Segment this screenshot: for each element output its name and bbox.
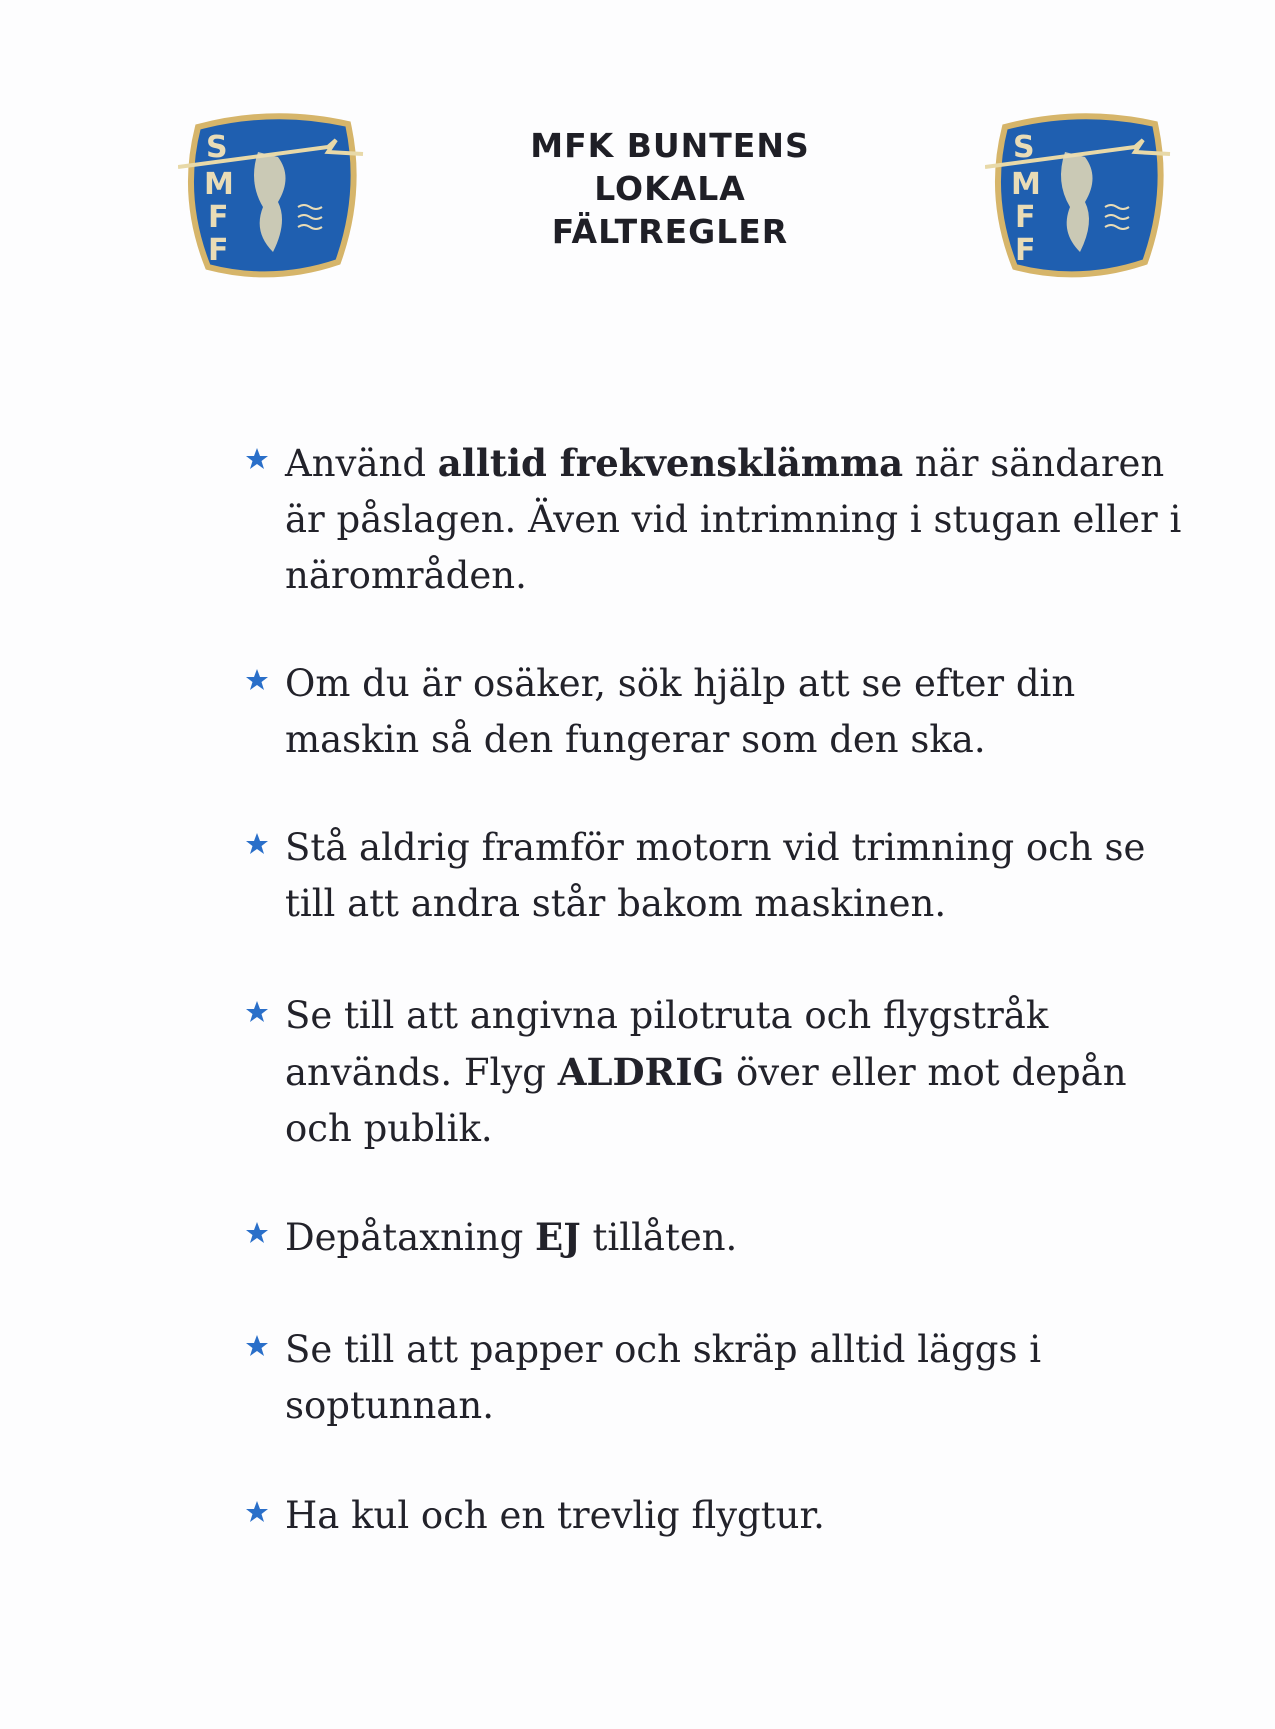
svg-text:S: S (1013, 130, 1035, 165)
rule-text: när sändaren är påslagen. Även vid intrimning i stugan eller i närområden. (285, 442, 1182, 597)
rule-text: tillåten. (580, 1216, 738, 1259)
rules-list (245, 435, 1185, 1598)
rule-text: Se till att papper och skräp alltid läggs i soptunnan. (285, 1328, 1042, 1427)
rule-text: Om du är osäker, sök hjälp att se efter din maskin så den fungerar som den ska. (285, 662, 1076, 761)
title-line-3: FÄLTREGLER (551, 212, 789, 251)
page-title (420, 124, 920, 253)
svg-text:M: M (204, 167, 234, 202)
rule-item (245, 820, 1185, 932)
rule-text: Använd (285, 442, 438, 485)
star-icon (245, 1500, 269, 1524)
smff-logo-icon (985, 112, 1175, 282)
smff-logo-icon (178, 112, 368, 282)
rule-text-bold: alltid frekvensklämma (437, 441, 904, 485)
svg-text:S: S (206, 130, 228, 165)
rule-text-bold: ALDRIG (557, 1050, 725, 1094)
title-line-1: MFK BUNTENS (530, 126, 810, 165)
rule-item (245, 1209, 1185, 1266)
rule-item (245, 1488, 1185, 1544)
rule-text: Ha kul och en trevlig flygtur. (285, 1494, 825, 1537)
rule-text: över eller mot depån och publik. (285, 1051, 1127, 1150)
star-icon (245, 1334, 269, 1358)
star-icon (245, 447, 269, 471)
svg-text:F: F (208, 200, 229, 235)
rule-text: Depåtaxning (285, 1216, 536, 1259)
rule-text-bold: EJ (535, 1215, 581, 1259)
rule-item (245, 435, 1185, 604)
rule-item (245, 1322, 1185, 1434)
star-icon (245, 1221, 269, 1245)
svg-text:M: M (1011, 167, 1041, 202)
star-icon (245, 832, 269, 856)
svg-text:F: F (208, 233, 229, 268)
svg-text:F: F (1015, 200, 1036, 235)
rule-text: Se till att angivna pilotruta och flygstråk används. Flyg (285, 994, 1049, 1094)
rule-text: Stå aldrig framför motorn vid trimning och se till att andra står bakom maskinen. (285, 826, 1146, 925)
title-line-2: LOKALA (594, 169, 746, 208)
rule-item (245, 988, 1185, 1157)
svg-text:F: F (1015, 233, 1036, 268)
rule-item (245, 656, 1185, 768)
star-icon (245, 1000, 269, 1024)
star-icon (245, 668, 269, 692)
